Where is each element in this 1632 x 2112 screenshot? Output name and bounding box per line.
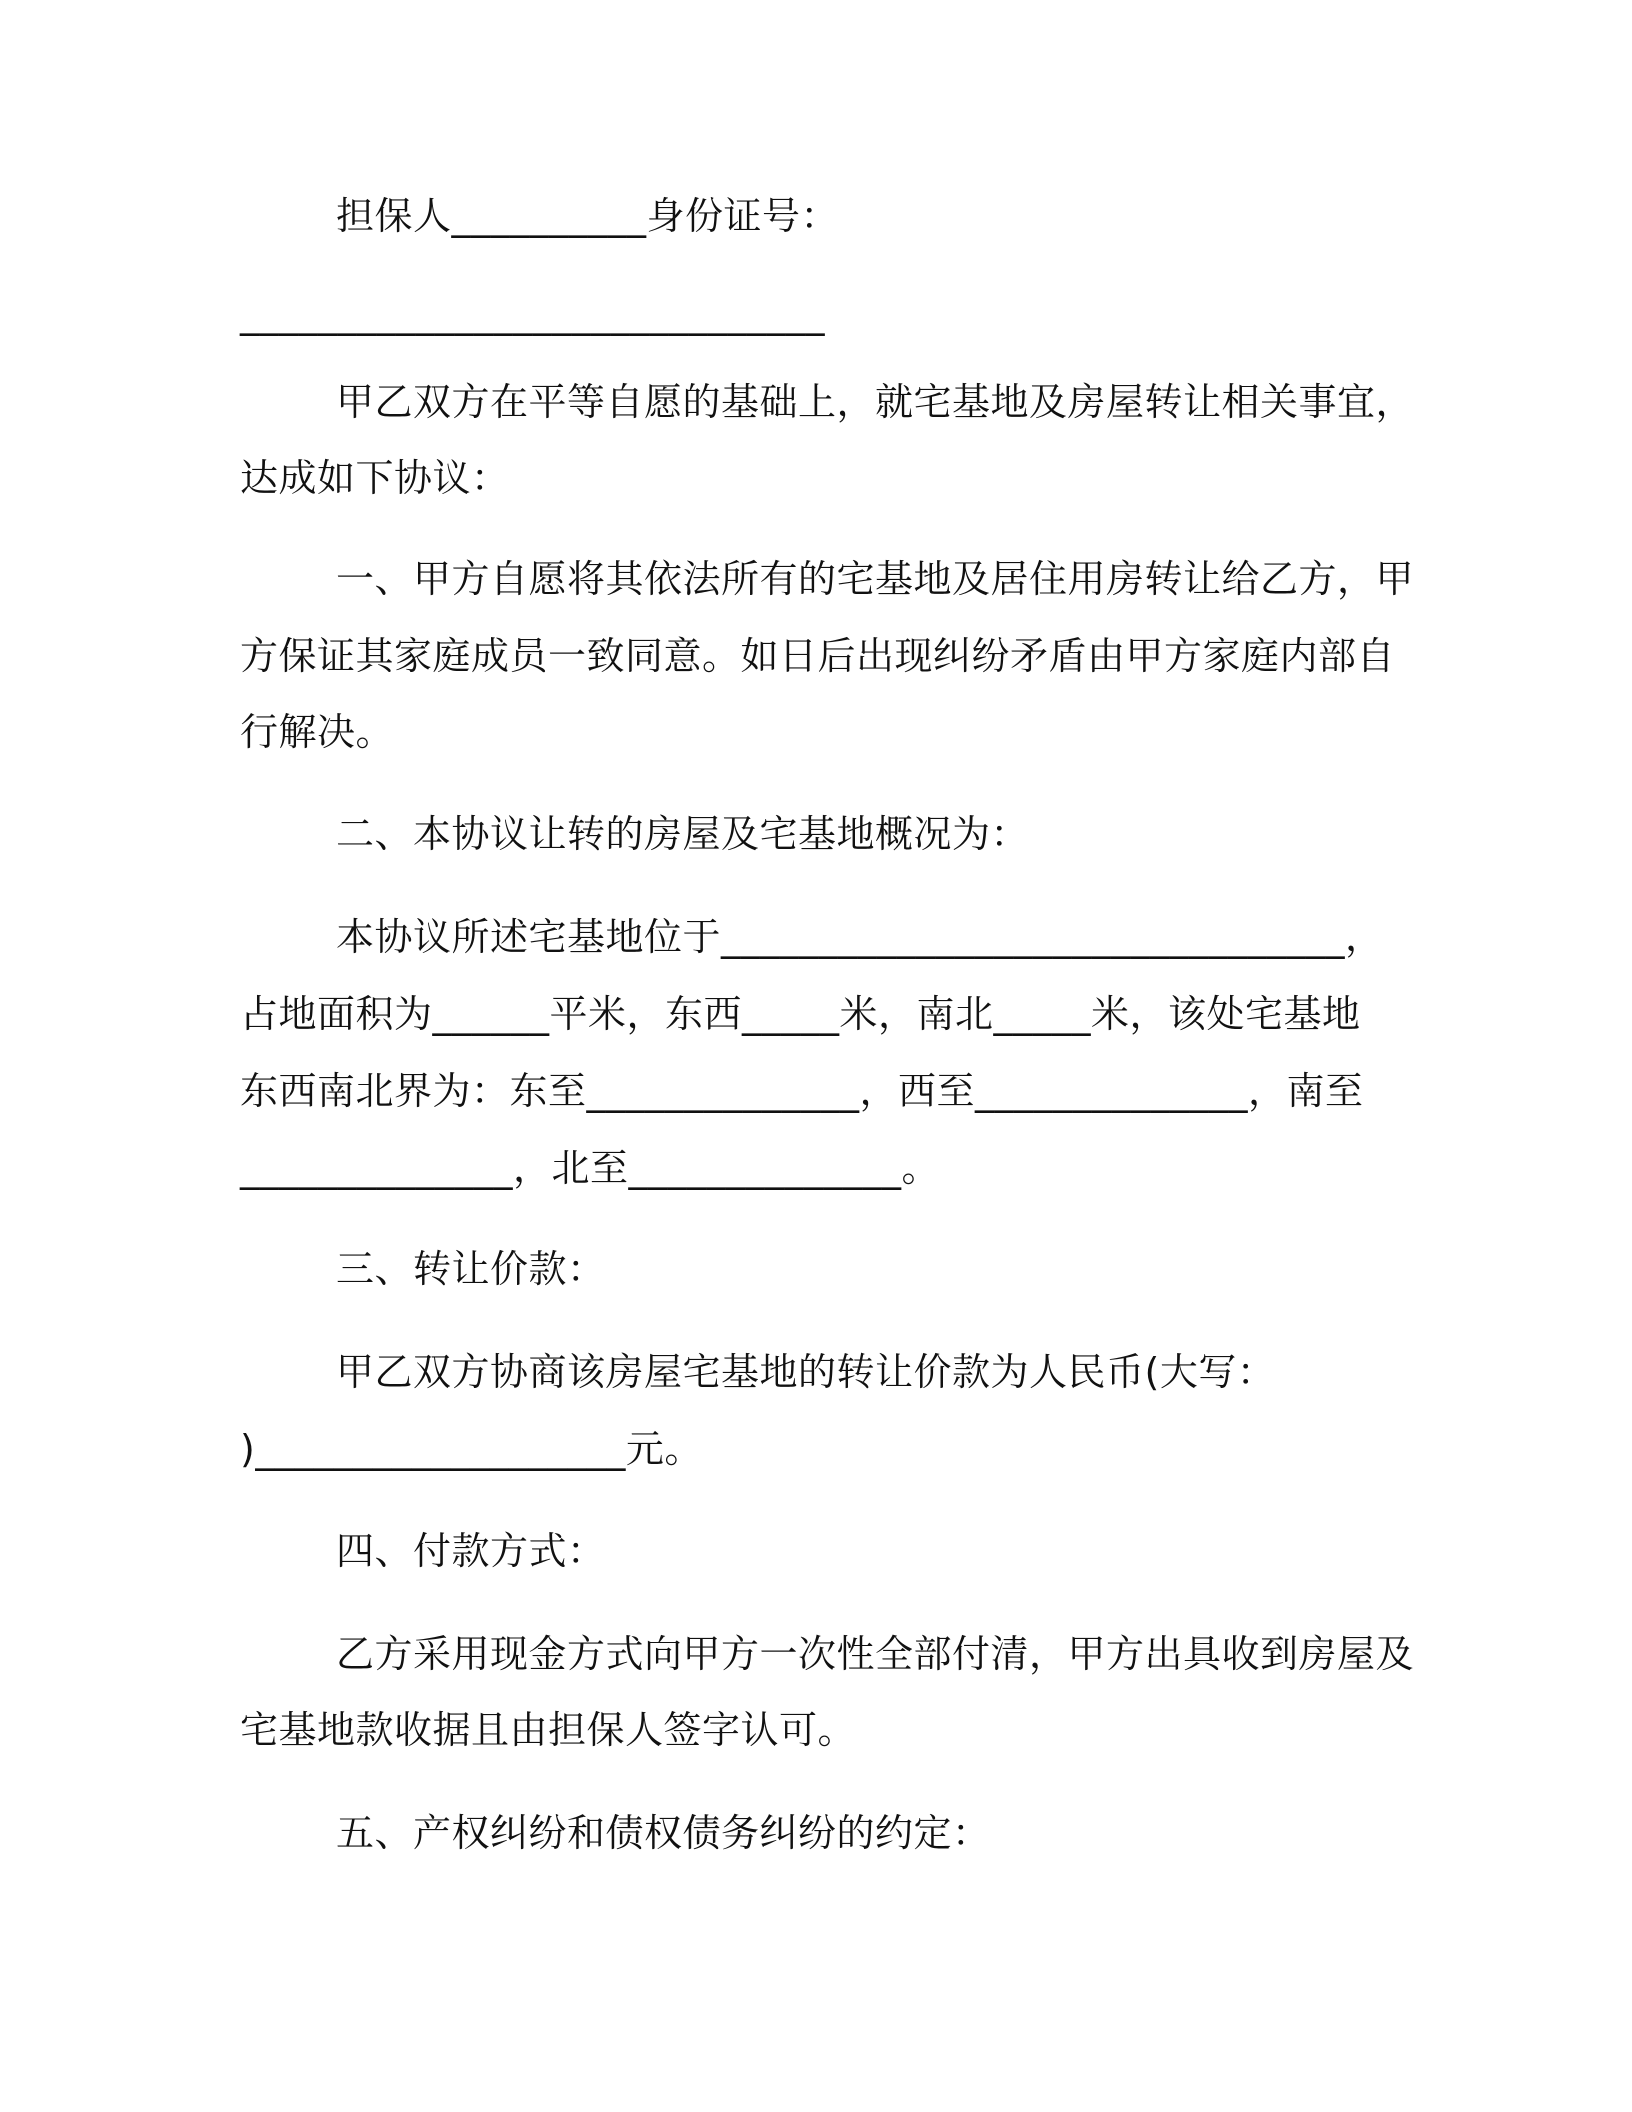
clause-2-area-line: 占地面积为______平米，东西_____米，南北_____米，该处宅基地	[240, 992, 1361, 1036]
clause-2-boundary-line-1: 东西南北界为：东至______________，西至______________，南至	[240, 1069, 1364, 1113]
clause-1-line-1: 一、甲方自愿将其依法所有的宅基地及居住用房转让给乙方，甲	[336, 557, 1415, 601]
clause-1-line-3: 行解决。	[240, 710, 395, 754]
clause-3-heading: 三、转让价款：	[336, 1247, 606, 1291]
id-number-blank-line: ______________________________	[240, 292, 825, 336]
clause-4-heading: 四、付款方式：	[336, 1529, 606, 1573]
clause-5-heading: 五、产权纠纷和债权债务纠纷的约定：	[336, 1811, 991, 1855]
clause-3-price-line-1: 甲乙双方协商该房屋宅基地的转让价款为人民币(大写：	[336, 1350, 1276, 1394]
clause-1-line-2: 方保证其家庭成员一致同意。如日后出现纠纷矛盾由甲方家庭内部自	[240, 634, 1396, 678]
preamble-line-1: 甲乙双方在平等自愿的基础上，就宅基地及房屋转让相关事宜，	[336, 380, 1415, 424]
clause-2-boundary-line-2: ______________，北至______________。	[240, 1146, 941, 1190]
clause-4-payment-line-2: 宅基地款收据且由担保人签字认可。	[240, 1708, 857, 1752]
clause-3-price-line-2: )___________________元。	[240, 1427, 703, 1471]
clause-2-heading: 二、本协议让转的房屋及宅基地概况为：	[336, 812, 1030, 856]
guarantor-line: 担保人__________身份证号：	[336, 194, 840, 238]
preamble-line-2: 达成如下协议：	[240, 456, 510, 500]
clause-4-payment-line-1: 乙方采用现金方式向甲方一次性全部付清，甲方出具收到房屋及	[336, 1632, 1415, 1676]
clause-2-location-line: 本协议所述宅基地位于________________________________，	[336, 915, 1384, 959]
